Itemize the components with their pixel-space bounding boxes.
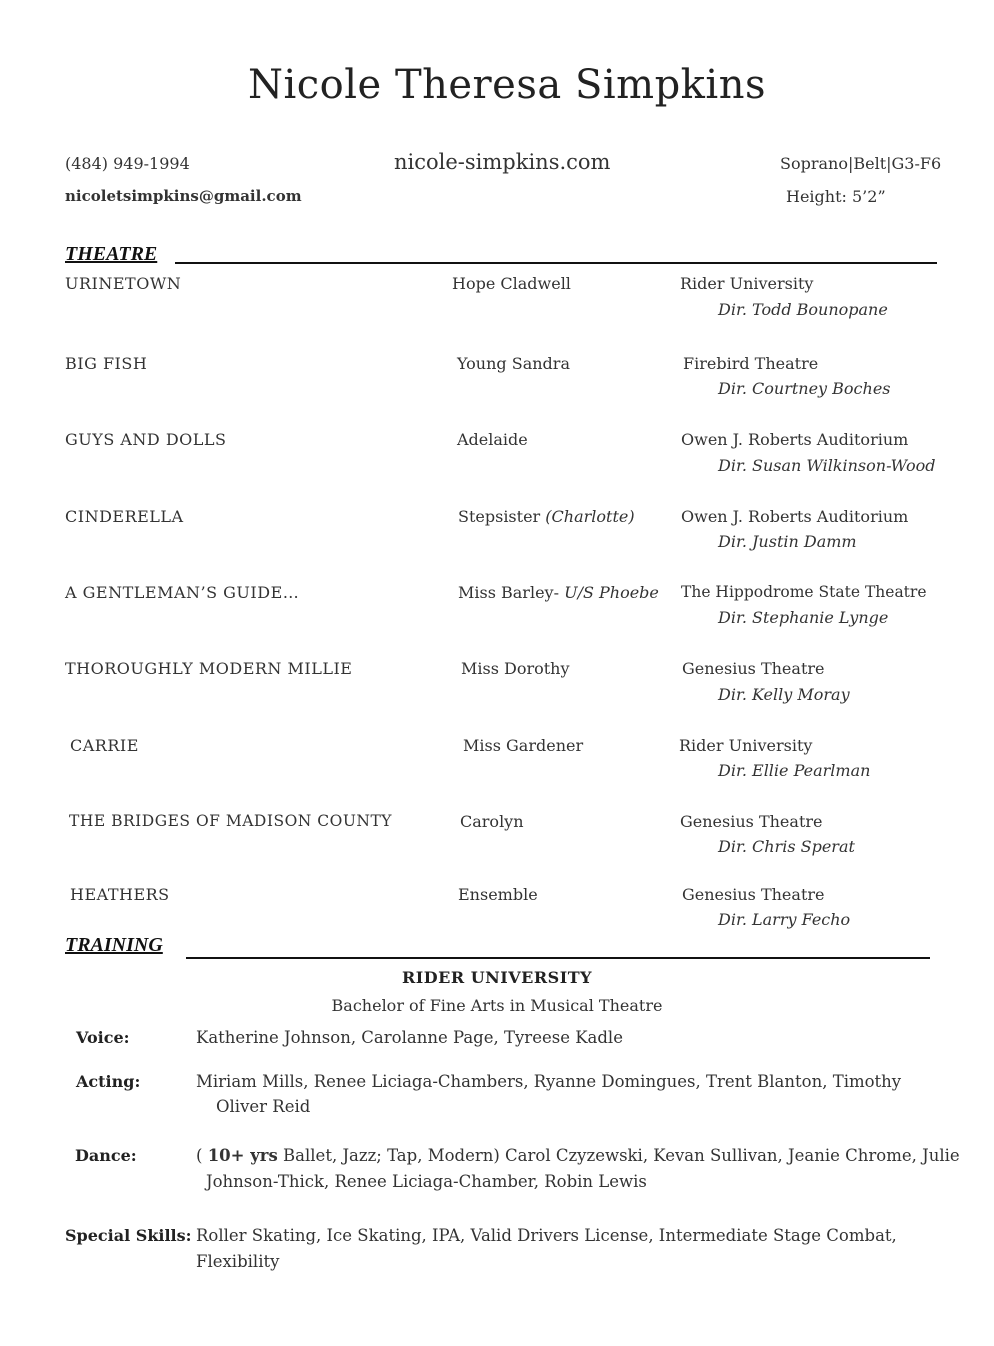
venue: Owen J. Roberts Auditorium xyxy=(681,507,909,526)
role-name: Young Sandra xyxy=(457,354,570,373)
acting-teachers-cont: Oliver Reid xyxy=(216,1097,311,1116)
venue: Firebird Theatre xyxy=(683,354,819,373)
height: Height: 5’2” xyxy=(786,187,886,206)
director: Dir. Susan Wilkinson-Wood xyxy=(718,456,936,475)
show-title: BIG FISH xyxy=(65,354,148,373)
director: Dir. Larry Fecho xyxy=(718,910,851,929)
venue: Owen J. Roberts Auditorium xyxy=(681,430,909,449)
role-name: Ensemble xyxy=(458,885,538,904)
role-name: Miss Barley- xyxy=(458,583,565,602)
voice-label: Voice: xyxy=(76,1028,130,1047)
training-heading: TRAINING xyxy=(65,934,163,956)
acting-label: Acting: xyxy=(76,1072,141,1091)
role xyxy=(458,885,538,904)
theatre-heading: THEATRE xyxy=(65,243,158,265)
director: Dir. Todd Bounopane xyxy=(718,300,888,319)
role xyxy=(457,430,528,449)
website-link[interactable]: nicole-simpkins.com xyxy=(394,150,611,174)
venue: Genesius Theatre xyxy=(682,885,825,904)
role xyxy=(460,812,524,831)
director: Dir. Courtney Boches xyxy=(718,379,891,398)
role-name: Hope Cladwell xyxy=(452,274,571,293)
skills-label: Special Skills: xyxy=(65,1226,192,1245)
dance-styles-teachers: Ballet, Jazz; Tap, Modern) Carol Czyzewski, Kevan Sullivan, Jeanie Chrome, Julie xyxy=(277,1146,960,1165)
role-note: U/S Phoebe xyxy=(564,583,659,602)
venue: Genesius Theatre xyxy=(682,659,825,678)
director: Dir. Kelly Moray xyxy=(718,685,850,704)
acting-teachers: Miriam Mills, Renee Liciaga-Chambers, Ryanne Domingues, Trent Blanton, Timothy xyxy=(196,1072,902,1091)
show-title: THOROUGHLY MODERN MILLIE xyxy=(65,659,353,678)
phone-number: (484) 949-1994 xyxy=(65,154,190,173)
director: Dir. Justin Damm xyxy=(718,532,857,551)
show-title: CARRIE xyxy=(70,736,139,755)
show-title: HEATHERS xyxy=(70,885,170,904)
degree: Bachelor of Fine Arts in Musical Theatre xyxy=(331,996,663,1015)
director: Dir. Chris Sperat xyxy=(718,837,855,856)
dance-teachers-cont: Johnson-Thick, Renee Liciaga-Chamber, Robin Lewis xyxy=(206,1172,647,1191)
dance-prefix: ( xyxy=(196,1146,208,1165)
venue: Rider University xyxy=(679,736,813,755)
show-title: CINDERELLA xyxy=(65,507,184,526)
venue: The Hippodrome State Theatre xyxy=(681,583,927,601)
dance-training xyxy=(196,1143,960,1168)
venue: Genesius Theatre xyxy=(680,812,823,831)
school-name: RIDER UNIVERSITY xyxy=(401,968,593,987)
role xyxy=(458,507,635,526)
role xyxy=(463,736,583,755)
role-name: Carolyn xyxy=(460,812,524,831)
show-title: A GENTLEMAN’S GUIDE… xyxy=(65,583,300,602)
theatre-rule xyxy=(175,262,937,264)
role-name: Miss Gardener xyxy=(463,736,584,755)
role-name: Adelaide xyxy=(457,430,528,449)
voice-type: Soprano|Belt|G3-F6 xyxy=(780,154,942,173)
role-note: (Charlotte) xyxy=(545,507,635,526)
resume-name: Nicole Theresa Simpkins xyxy=(247,62,766,108)
director: Dir. Ellie Pearlman xyxy=(718,761,871,780)
show-title: URINETOWN xyxy=(65,274,182,293)
special-skills-cont: Flexibility xyxy=(196,1252,280,1271)
role xyxy=(452,274,571,293)
role-name: Miss Dorothy xyxy=(461,659,570,678)
show-title: THE BRIDGES OF MADISON COUNTY xyxy=(69,812,393,830)
role xyxy=(461,659,570,678)
role-name: Stepsister xyxy=(458,507,546,526)
show-title: GUYS AND DOLLS xyxy=(65,430,227,449)
venue: Rider University xyxy=(680,274,814,293)
voice-teachers: Katherine Johnson, Carolanne Page, Tyreese Kadle xyxy=(196,1028,623,1047)
dance-label: Dance: xyxy=(75,1146,137,1165)
dance-years: 10+ yrs xyxy=(207,1146,278,1165)
special-skills: Roller Skating, Ice Skating, IPA, Valid Drivers License, Intermediate Stage Combat, xyxy=(196,1226,897,1245)
email-link[interactable]: nicoletsimpkins@gmail.com xyxy=(65,187,302,205)
role xyxy=(458,583,659,602)
director: Dir. Stephanie Lynge xyxy=(718,608,889,627)
training-rule xyxy=(186,957,930,959)
role xyxy=(457,354,570,373)
